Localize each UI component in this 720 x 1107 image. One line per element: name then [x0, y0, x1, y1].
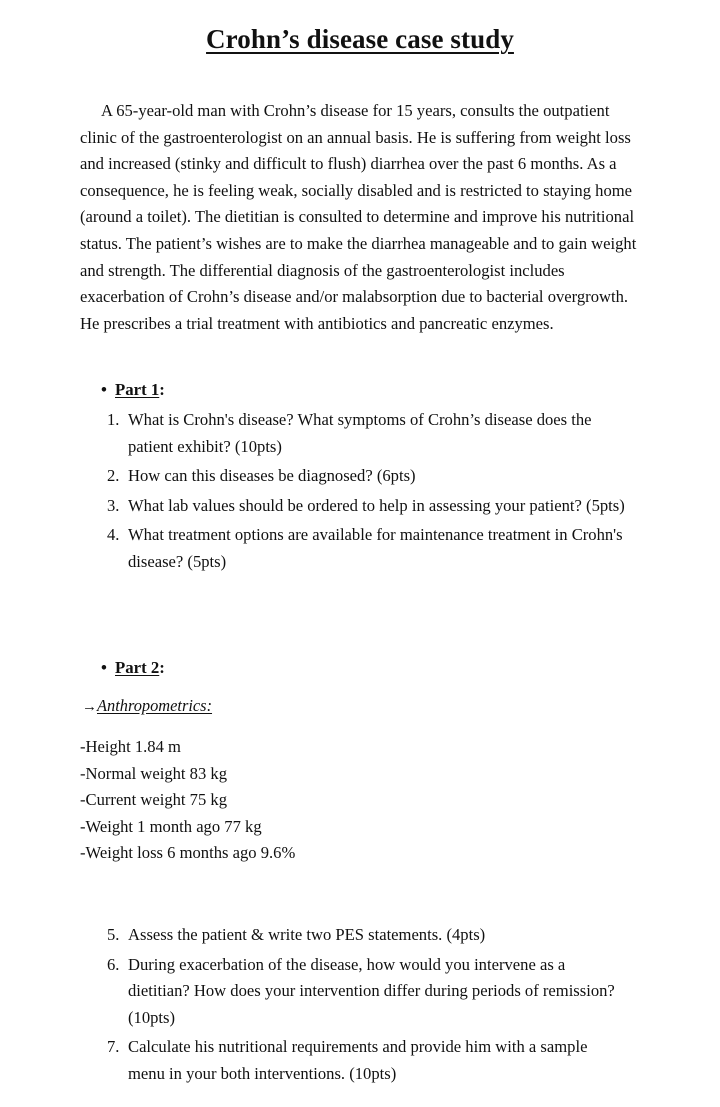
- question-number: 3.: [107, 495, 120, 515]
- question-item: [107, 407, 627, 460]
- question-item: [107, 922, 627, 949]
- question-number: 5.: [107, 925, 120, 944]
- question-text: Assess the patient & write two PES statements. (4pts): [128, 925, 486, 944]
- anthropometrics-heading: [82, 696, 212, 716]
- question-text: What lab values should be ordered to help in assessing your patient? (5pts): [128, 495, 625, 515]
- question-number: 4.: [107, 525, 120, 545]
- question-item: [107, 463, 627, 490]
- part1-colon: :: [159, 380, 165, 399]
- anthropometric-item: -Weight 1 month ago 77 kg: [80, 816, 262, 836]
- question-item: [107, 952, 627, 1032]
- document-title: Crohn’s disease case study: [206, 24, 514, 55]
- part1-label: Part 1: [115, 380, 160, 399]
- part2-label: Part 2: [115, 658, 160, 677]
- case-intro-paragraph: A 65-year-old man with Crohn’s disease for 15 years, consults the outpatient clinic of the gastroenterologist on an annual basis. He is suffering from weight loss and increased (stinky and difficult to flush) diarrhea over the past 6 months. As a consequence, he is feeling weak, socially disabled and is restricted to staying home (around a toilet). The dietitian is consulted to determine and improve his nutritional status. The patient’s wishes are to make the diarrhea manageable and to gain weight and strength. The differential diagnosis of the gastroenterologist includes exacerbation of Crohn’s disease and/or malabsorption due to bacterial overgrowth. He prescribes a trial treatment with antibiotics and pancreatic enzymes.: [80, 101, 637, 333]
- anthropometrics-list: [80, 734, 295, 867]
- question-number: 1.: [107, 410, 120, 429]
- part2-question-list: [107, 922, 627, 1091]
- anthropometric-item: -Weight loss 6 months ago 9.6%: [80, 843, 296, 863]
- part1-heading: [101, 380, 165, 400]
- part1-question-list: [107, 407, 627, 579]
- bullet-icon: •: [101, 658, 107, 677]
- question-text: How can this diseases be diagnosed? (6pts): [128, 466, 416, 486]
- bullet-icon: •: [101, 380, 107, 399]
- question-item: [107, 522, 627, 575]
- arrow-right-icon: →: [82, 699, 97, 715]
- question-number: 7.: [107, 1037, 120, 1057]
- part2-colon: :: [159, 658, 165, 677]
- question-item: [107, 1034, 627, 1087]
- anthropometric-item: -Current weight 75 kg: [80, 790, 228, 810]
- question-text: Calculate his nutritional requirements and provide him with a sample menu in your both interventions. (10pts): [128, 1037, 588, 1083]
- question-item: [107, 493, 627, 520]
- question-text: What is Crohn's disease? What symptoms of Crohn’s disease does the patient exhibit? (10pts): [128, 410, 592, 456]
- anthropometric-item: -Height 1.84 m: [80, 737, 181, 756]
- anthropometrics-label: Anthropometrics:: [97, 696, 213, 715]
- question-number: 2.: [107, 466, 120, 486]
- question-text: During exacerbation of the disease, how would you intervene as a dietitian? How does your intervention differ during periods of remission? (10pts): [128, 954, 615, 1027]
- anthropometric-item: -Normal weight 83 kg: [80, 763, 228, 783]
- part2-heading: [101, 658, 165, 678]
- question-number: 6.: [107, 954, 120, 974]
- question-text: What treatment options are available for maintenance treatment in Crohn's disease? (5pts): [128, 525, 623, 571]
